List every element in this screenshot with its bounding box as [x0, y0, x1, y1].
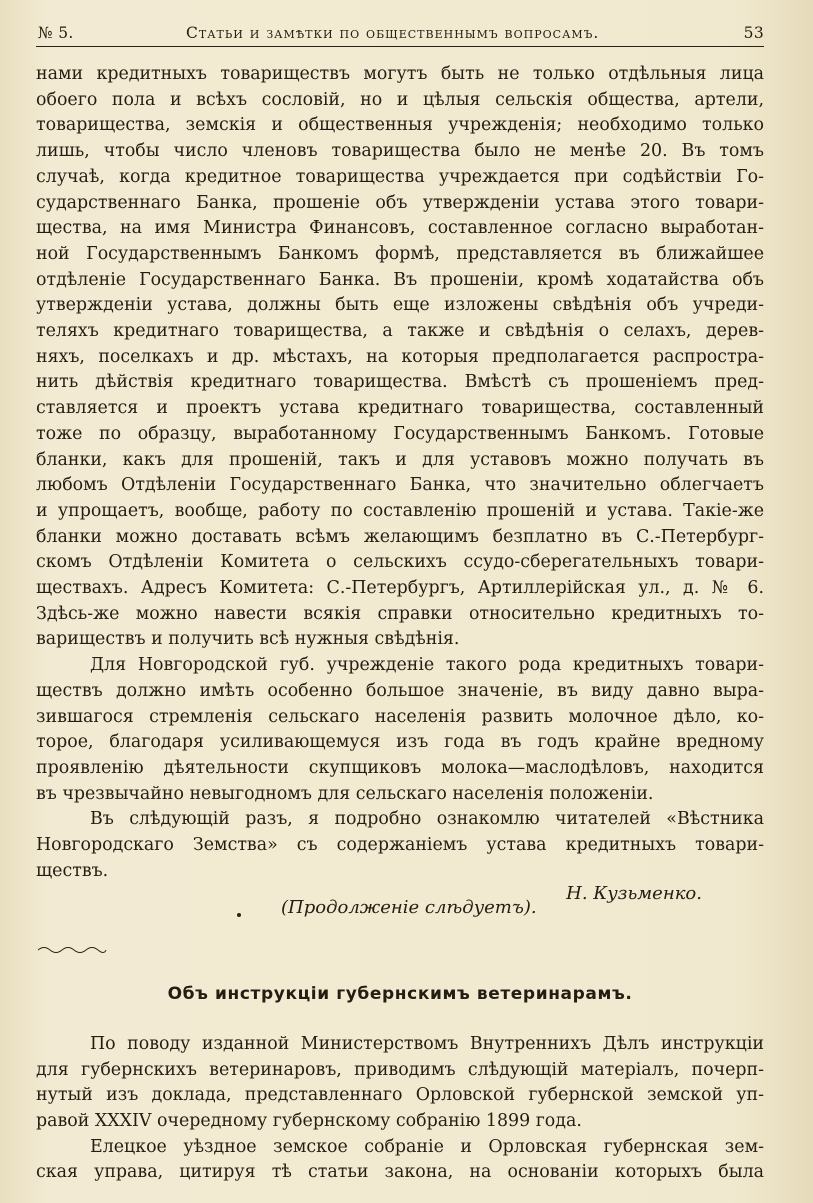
text-line: Здѣсь-же можно навести всякія справки относительно кредитныхъ то- [36, 603, 764, 624]
text-line: щества, на имя Министра Финансовъ, составленное согласно выработан- [36, 218, 764, 239]
text-line: обоего пола и всѣхъ сословій, но и цѣлыя сельскія общества, артели, [36, 89, 764, 110]
text-line: Для Новгородской губ. учрежденіе такого рода кредитныхъ товари- [90, 655, 764, 676]
text-line: утвержденіи устава, должны быть еще изложены свѣдѣнія объ учреди- [36, 295, 764, 316]
text-line: нутый изъ доклада, представленнаго Орловской губернской земской уп- [36, 1085, 764, 1106]
text-line: для губернскихъ ветеринаровъ, приводимъ слѣдующій матеріалъ, почерп- [36, 1059, 764, 1080]
text-line: тоже по образцу, выработанному Государственнымъ Банкомъ. Готовые [36, 423, 764, 444]
text-line: отдѣленіе Государственнаго Банка. Въ прошеніи, кромѣ ходатайства объ [36, 269, 764, 290]
text-line: бланки можно доставать всѣмъ желающимъ безплатно въ С.-Петербург- [36, 526, 764, 547]
signature-row [36, 882, 764, 937]
text-line: ной Государственнымъ Банкомъ формѣ, представляется въ ближайшее [36, 243, 764, 264]
text-line: няхъ, поселкахъ и др. мѣстахъ, на которыя предполагается распростра- [36, 346, 764, 367]
paragraph-novgorod [36, 653, 764, 807]
paragraph-credit-societies [36, 62, 764, 653]
running-title: Статьи и замѣтки по общественнымъ вопросамъ. [186, 24, 600, 42]
text-line: случаѣ, когда кредитное товарищества учреждается при содѣйствіи Го- [36, 166, 764, 187]
page-number: 53 [743, 24, 764, 42]
text-line: бланки, какъ для прошеній, такъ и для уставовъ можно получать въ [36, 449, 764, 470]
ornament-divider [36, 944, 108, 954]
paragraph-next-time [36, 807, 764, 884]
text-line: торое, благодаря усиливающемуся изъ года въ годъ крайне вредному [36, 732, 764, 753]
text-line: зившагося стремленія сельскаго населенія развить молочное дѣло, ко- [36, 706, 764, 727]
text-line: сударственнаго Банка, прошеніе объ утвержденіи устава этого товари- [36, 192, 764, 213]
text-line: теляхъ кредитнаго товарищества, а также и свѣдѣнія о селахъ, дерев- [36, 321, 764, 342]
text-line: ская управа, цитируя тѣ статьи закона, на основаніи которыхъ была [36, 1162, 764, 1183]
author-signature: Н. Кузьменко. [566, 882, 702, 904]
text-line: проявленію дѣятельности скупщиковъ молока—маслодѣловъ, находится [36, 757, 764, 778]
text-line: товарищества, земскія и общественныя учрежденія; необходимо только [36, 115, 764, 136]
text-line: лишь, чтобы число членовъ товарищества было не менѣе 20. Въ томъ [36, 141, 764, 162]
section-title: Объ инструкціи губернскимъ ветеринарамъ. [167, 984, 633, 1005]
text-line: По поводу изданной Министерствомъ Внутреннихъ Дѣлъ инструкціи [90, 1033, 764, 1054]
text-line: Новгородскаго Земства» съ содержаніемъ устава кредитныхъ товари- [36, 835, 764, 856]
text-line: ществахъ. Адресъ Комитета: С.-Петербургъ, Артиллерійская ул., д. № 6. [36, 578, 764, 599]
text-line: нами кредитныхъ товариществъ могутъ быть не только отдѣльныя лица [36, 64, 764, 84]
text-line: ществъ. [36, 860, 109, 881]
running-header [36, 22, 764, 46]
paragraph-yelets [36, 1135, 764, 1186]
printer-dot [237, 913, 241, 917]
continuation-note: (Продолженіе слѣдуетъ). [281, 896, 537, 918]
text-line: нить дѣйствія кредитнаго товарищества. Вмѣстѣ съ прошеніемъ пред- [36, 372, 764, 393]
text-line: ставляется и проектъ устава кредитнаго товарищества, составленный [36, 398, 764, 419]
text-line: въ чрезвычайно невыгодномъ для сельскаго населенія положеніи. [36, 783, 654, 804]
article-body [36, 62, 764, 1186]
paragraph-instruction [36, 1032, 764, 1135]
text-line: Елецкое уѣздное земское собраніе и Орловская губернская зем- [90, 1136, 764, 1157]
issue-number: № 5. [38, 24, 74, 42]
text-line: скомъ Отдѣленіи Комитета о сельскихъ ссудо-сберегательныхъ товари- [36, 552, 764, 573]
header-rule [36, 46, 764, 47]
text-line: Въ слѣдующій разъ, я подробно ознакомлю читателей «Вѣстника [90, 809, 764, 830]
text-line: ществъ должно имѣть особенно большое значеніе, въ виду давно выра- [36, 680, 764, 701]
text-line: равой XXXIV очередному губернскому собранію 1899 года. [36, 1111, 582, 1132]
text-line: и упрощаетъ, вообще, работу по составленію прошеній и устава. Такіе-же [36, 500, 764, 521]
text-line: вариществъ и получить всѣ нужныя свѣдѣнія. [36, 629, 460, 650]
text-line: любомъ Отдѣленіи Государственнаго Банка, что значительно облегчаетъ [36, 475, 764, 496]
